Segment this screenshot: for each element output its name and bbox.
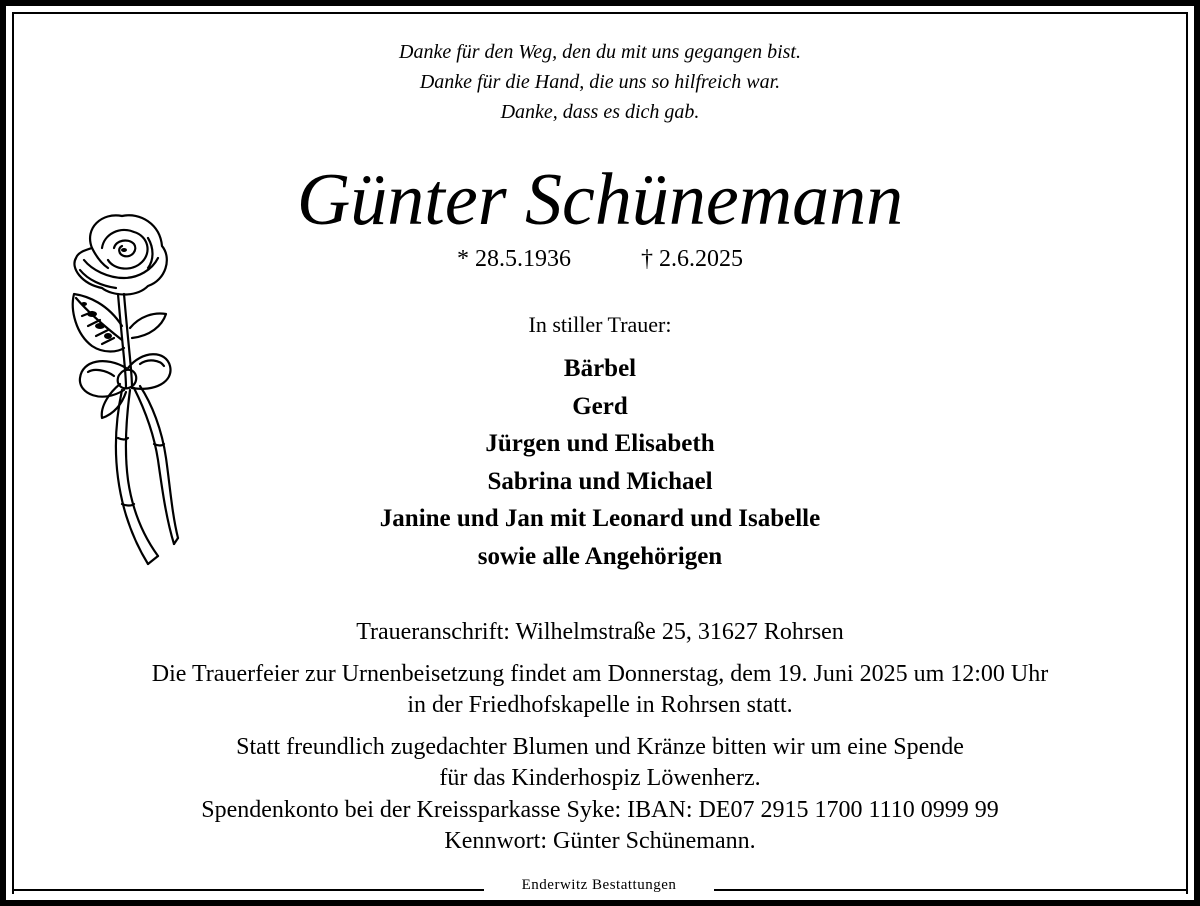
mourning-intro: In stiller Trauer: xyxy=(528,312,672,337)
family-member-5: Janine und Jan mit Leonard und Isabelle xyxy=(379,505,821,532)
donation-line-3: Spendenkonto bei der Kreissparkasse Syke: IBAN: DE07 2915 1700 1110 0999 99 xyxy=(201,797,999,823)
donation-line-4: Kennwort: Günter Schünemann. xyxy=(444,828,756,854)
birth-date: * 28.5.1936 xyxy=(457,246,571,272)
quote-line-2: Danke für die Hand, die uns so hilfreich war. xyxy=(419,71,781,93)
family-member-2: Gerd xyxy=(572,393,628,420)
bottom-rule-left xyxy=(12,889,484,891)
ceremony-line-2: in der Friedhofskapelle in Rohrsen statt. xyxy=(407,692,793,718)
family-member-4: Sabrina und Michael xyxy=(487,468,713,495)
donation-line-2: für das Kinderhospiz Löwenherz. xyxy=(439,765,761,791)
death-date: † 2.6.2025 xyxy=(641,246,743,272)
family-member-1: Bärbel xyxy=(563,355,637,382)
mourning-address: Traueranschrift: Wilhelmstraße 25, 31627 Rohrsen xyxy=(356,619,844,645)
donation-line-1: Statt freundlich zugedachter Blumen und Kränze bitten wir um eine Spende xyxy=(236,734,964,760)
family-member-3: Jürgen und Elisabeth xyxy=(485,430,715,457)
quote-line-1: Danke für den Weg, den du mit uns gegangen bist. xyxy=(399,41,801,63)
ceremony-line-1: Die Trauerfeier zur Urnenbeisetzung findet am Donnerstag, dem 19. Juni 2025 um 12:00 Uhr xyxy=(151,661,1049,687)
quote-line-3: Danke, dass es dich gab. xyxy=(500,101,700,123)
bottom-rule-right xyxy=(714,889,1188,891)
deceased-name: Günter Schünemann xyxy=(296,159,904,241)
family-member-6: sowie alle Angehörigen xyxy=(477,543,723,570)
rose-icon xyxy=(62,208,182,578)
funeral-home-imprint: Enderwitz Bestattungen xyxy=(521,877,677,893)
